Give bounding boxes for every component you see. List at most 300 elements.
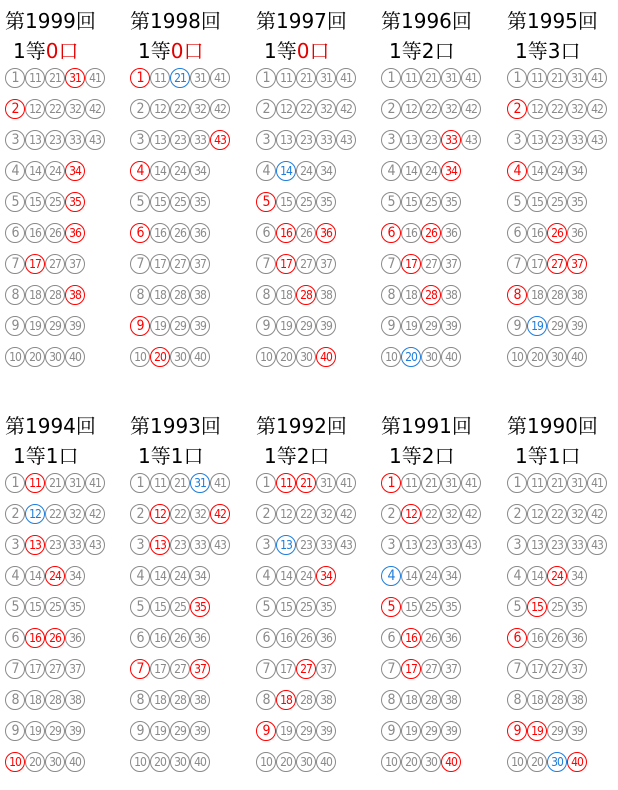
number-ball: 13 bbox=[150, 535, 170, 555]
number-ball: 9 bbox=[507, 316, 527, 336]
prize-label: 1等 bbox=[13, 39, 46, 63]
number-ball: 26 bbox=[45, 223, 65, 243]
number-ball: 12 bbox=[527, 99, 547, 119]
number-ball: 24 bbox=[547, 161, 567, 181]
number-ball: 28 bbox=[45, 690, 65, 710]
number-ball: 37 bbox=[65, 659, 85, 679]
number-ball: 7 bbox=[507, 254, 527, 274]
number-ball: 2 bbox=[507, 504, 527, 524]
number-ball: 6 bbox=[256, 628, 276, 648]
number-ball: 7 bbox=[5, 254, 25, 274]
number-ball: 11 bbox=[150, 68, 170, 88]
number-ball: 17 bbox=[25, 254, 45, 274]
number-ball: 42 bbox=[210, 99, 230, 119]
number-ball: 17 bbox=[276, 254, 296, 274]
number-ball: 21 bbox=[170, 68, 190, 88]
number-ball: 26 bbox=[45, 628, 65, 648]
number-ball: 40 bbox=[567, 347, 587, 367]
winner-count: 2 bbox=[421, 39, 435, 63]
number-ball: 6 bbox=[130, 223, 150, 243]
number-ball: 22 bbox=[170, 504, 190, 524]
number-ball: 11 bbox=[401, 473, 421, 493]
number-ball: 22 bbox=[296, 504, 316, 524]
number-ball: 30 bbox=[421, 752, 441, 772]
number-ball: 20 bbox=[401, 752, 421, 772]
number-ball: 26 bbox=[547, 223, 567, 243]
number-ball: 6 bbox=[130, 628, 150, 648]
prize-winners bbox=[515, 35, 580, 64]
number-ball: 19 bbox=[150, 721, 170, 741]
number-ball: 7 bbox=[381, 659, 401, 679]
number-ball: 24 bbox=[170, 161, 190, 181]
number-ball: 8 bbox=[381, 690, 401, 710]
number-ball: 25 bbox=[296, 597, 316, 617]
number-ball: 18 bbox=[527, 285, 547, 305]
number-ball: 40 bbox=[190, 752, 210, 772]
number-ball: 42 bbox=[85, 99, 105, 119]
number-ball: 30 bbox=[170, 752, 190, 772]
number-ball: 8 bbox=[381, 285, 401, 305]
number-ball: 20 bbox=[150, 347, 170, 367]
number-ball: 18 bbox=[150, 285, 170, 305]
number-ball: 13 bbox=[401, 130, 421, 150]
number-ball: 33 bbox=[441, 535, 461, 555]
number-ball: 4 bbox=[130, 566, 150, 586]
number-ball: 34 bbox=[441, 566, 461, 586]
winner-count: 1 bbox=[170, 444, 184, 468]
number-ball: 40 bbox=[65, 752, 85, 772]
number-ball: 36 bbox=[316, 223, 336, 243]
number-ball: 26 bbox=[170, 223, 190, 243]
number-ball: 23 bbox=[421, 535, 441, 555]
number-ball: 27 bbox=[296, 659, 316, 679]
number-ball: 27 bbox=[170, 659, 190, 679]
number-ball: 31 bbox=[190, 68, 210, 88]
number-ball: 41 bbox=[461, 68, 481, 88]
number-ball: 8 bbox=[130, 285, 150, 305]
number-ball: 5 bbox=[256, 597, 276, 617]
number-ball: 33 bbox=[316, 130, 336, 150]
draw-block bbox=[130, 405, 240, 790]
number-ball: 12 bbox=[276, 99, 296, 119]
number-ball: 15 bbox=[25, 192, 45, 212]
number-ball: 41 bbox=[85, 473, 105, 493]
number-ball: 13 bbox=[276, 535, 296, 555]
number-ball: 38 bbox=[190, 690, 210, 710]
number-ball: 14 bbox=[527, 566, 547, 586]
number-ball: 6 bbox=[507, 628, 527, 648]
number-ball: 31 bbox=[316, 68, 336, 88]
number-ball: 37 bbox=[316, 659, 336, 679]
number-ball: 14 bbox=[25, 566, 45, 586]
number-ball: 15 bbox=[527, 597, 547, 617]
number-ball: 37 bbox=[190, 254, 210, 274]
number-ball: 10 bbox=[5, 347, 25, 367]
number-ball: 23 bbox=[45, 535, 65, 555]
number-ball: 31 bbox=[65, 473, 85, 493]
number-ball: 19 bbox=[401, 721, 421, 741]
number-ball: 10 bbox=[507, 347, 527, 367]
number-ball: 33 bbox=[441, 130, 461, 150]
number-ball: 1 bbox=[130, 473, 150, 493]
number-ball: 41 bbox=[461, 473, 481, 493]
number-ball: 41 bbox=[336, 68, 356, 88]
number-ball: 1 bbox=[130, 68, 150, 88]
number-ball: 43 bbox=[587, 535, 607, 555]
number-ball: 37 bbox=[567, 254, 587, 274]
number-ball: 3 bbox=[5, 130, 25, 150]
number-ball: 21 bbox=[421, 473, 441, 493]
number-ball: 12 bbox=[276, 504, 296, 524]
number-ball: 12 bbox=[150, 504, 170, 524]
number-ball: 7 bbox=[130, 659, 150, 679]
number-ball: 5 bbox=[5, 597, 25, 617]
winner-count: 0 bbox=[45, 39, 59, 63]
number-ball: 4 bbox=[381, 161, 401, 181]
number-ball: 32 bbox=[316, 504, 336, 524]
prize-winners bbox=[515, 440, 580, 469]
number-ball: 35 bbox=[441, 597, 461, 617]
number-ball: 33 bbox=[190, 535, 210, 555]
number-ball: 42 bbox=[587, 504, 607, 524]
number-ball: 14 bbox=[150, 566, 170, 586]
number-ball: 43 bbox=[336, 130, 356, 150]
number-ball: 35 bbox=[567, 597, 587, 617]
number-ball: 5 bbox=[130, 192, 150, 212]
number-ball: 39 bbox=[567, 721, 587, 741]
number-ball: 38 bbox=[65, 690, 85, 710]
number-ball: 29 bbox=[45, 316, 65, 336]
winner-unit: 口 bbox=[560, 444, 581, 468]
number-ball: 33 bbox=[65, 535, 85, 555]
number-ball: 36 bbox=[316, 628, 336, 648]
number-ball: 32 bbox=[316, 99, 336, 119]
number-ball: 35 bbox=[190, 192, 210, 212]
number-ball: 16 bbox=[25, 223, 45, 243]
winner-unit: 口 bbox=[183, 444, 204, 468]
number-ball: 13 bbox=[25, 130, 45, 150]
number-ball: 34 bbox=[65, 161, 85, 181]
number-ball: 6 bbox=[381, 223, 401, 243]
number-ball: 39 bbox=[65, 721, 85, 741]
number-ball: 18 bbox=[25, 690, 45, 710]
number-ball: 14 bbox=[276, 161, 296, 181]
number-ball: 3 bbox=[507, 535, 527, 555]
number-ball: 10 bbox=[256, 347, 276, 367]
number-ball: 22 bbox=[45, 504, 65, 524]
number-ball: 10 bbox=[130, 752, 150, 772]
number-ball: 26 bbox=[170, 628, 190, 648]
number-ball: 8 bbox=[256, 285, 276, 305]
number-ball: 15 bbox=[150, 192, 170, 212]
number-ball: 12 bbox=[401, 99, 421, 119]
number-ball: 17 bbox=[150, 659, 170, 679]
draw-title: 第1990回 bbox=[507, 414, 598, 438]
number-ball: 34 bbox=[316, 161, 336, 181]
winner-count: 0 bbox=[170, 39, 184, 63]
number-ball: 33 bbox=[316, 535, 336, 555]
prize-winners bbox=[264, 35, 329, 64]
number-ball: 8 bbox=[507, 690, 527, 710]
number-ball: 25 bbox=[170, 192, 190, 212]
number-ball: 22 bbox=[170, 99, 190, 119]
number-ball: 38 bbox=[65, 285, 85, 305]
number-ball: 7 bbox=[130, 254, 150, 274]
number-ball: 9 bbox=[256, 316, 276, 336]
number-ball: 34 bbox=[190, 566, 210, 586]
draw-block bbox=[256, 0, 366, 385]
number-ball: 18 bbox=[150, 690, 170, 710]
number-ball: 6 bbox=[5, 628, 25, 648]
number-ball: 38 bbox=[190, 285, 210, 305]
number-ball: 8 bbox=[256, 690, 276, 710]
number-ball: 7 bbox=[256, 659, 276, 679]
number-ball: 1 bbox=[381, 473, 401, 493]
prize-label: 1等 bbox=[515, 39, 548, 63]
number-ball: 21 bbox=[421, 68, 441, 88]
draw-block bbox=[507, 405, 617, 790]
number-ball: 30 bbox=[296, 752, 316, 772]
number-ball: 42 bbox=[461, 504, 481, 524]
number-ball: 22 bbox=[296, 99, 316, 119]
number-ball: 39 bbox=[190, 721, 210, 741]
number-ball: 36 bbox=[567, 628, 587, 648]
number-ball: 30 bbox=[296, 347, 316, 367]
number-ball: 38 bbox=[441, 690, 461, 710]
number-ball: 7 bbox=[507, 659, 527, 679]
number-ball: 37 bbox=[65, 254, 85, 274]
number-ball: 21 bbox=[45, 473, 65, 493]
prize-winners bbox=[138, 440, 203, 469]
number-ball: 32 bbox=[190, 504, 210, 524]
number-ball: 3 bbox=[256, 535, 276, 555]
number-ball: 13 bbox=[401, 535, 421, 555]
number-ball: 9 bbox=[256, 721, 276, 741]
number-ball: 23 bbox=[170, 535, 190, 555]
number-ball: 36 bbox=[441, 628, 461, 648]
draw-title: 第1991回 bbox=[381, 414, 472, 438]
number-ball: 29 bbox=[421, 316, 441, 336]
number-ball: 17 bbox=[150, 254, 170, 274]
number-ball: 34 bbox=[567, 161, 587, 181]
number-ball: 25 bbox=[45, 597, 65, 617]
number-ball: 11 bbox=[276, 68, 296, 88]
number-ball: 36 bbox=[441, 223, 461, 243]
number-ball: 26 bbox=[296, 223, 316, 243]
number-ball: 43 bbox=[587, 130, 607, 150]
number-ball: 1 bbox=[5, 68, 25, 88]
number-ball: 5 bbox=[381, 192, 401, 212]
number-ball: 17 bbox=[527, 659, 547, 679]
number-ball: 16 bbox=[276, 628, 296, 648]
number-ball: 5 bbox=[507, 192, 527, 212]
number-ball: 20 bbox=[527, 347, 547, 367]
number-ball: 8 bbox=[507, 285, 527, 305]
number-ball: 6 bbox=[507, 223, 527, 243]
number-ball: 13 bbox=[527, 535, 547, 555]
winner-unit: 口 bbox=[58, 39, 79, 63]
number-ball: 20 bbox=[276, 752, 296, 772]
number-ball: 11 bbox=[25, 473, 45, 493]
number-ball: 10 bbox=[256, 752, 276, 772]
number-ball: 14 bbox=[401, 566, 421, 586]
number-ball: 28 bbox=[547, 690, 567, 710]
number-ball: 7 bbox=[381, 254, 401, 274]
number-ball: 40 bbox=[65, 347, 85, 367]
number-ball: 42 bbox=[461, 99, 481, 119]
draw-title: 第1996回 bbox=[381, 9, 472, 33]
number-ball: 4 bbox=[507, 566, 527, 586]
number-ball: 1 bbox=[256, 68, 276, 88]
winner-unit: 口 bbox=[309, 444, 330, 468]
number-ball: 26 bbox=[547, 628, 567, 648]
number-ball: 7 bbox=[256, 254, 276, 274]
prize-winners bbox=[389, 440, 454, 469]
draw-title: 第1997回 bbox=[256, 9, 347, 33]
number-ball: 38 bbox=[316, 690, 336, 710]
number-ball: 27 bbox=[45, 659, 65, 679]
number-ball: 42 bbox=[85, 504, 105, 524]
number-ball: 15 bbox=[276, 192, 296, 212]
number-ball: 14 bbox=[25, 161, 45, 181]
number-ball: 37 bbox=[190, 659, 210, 679]
number-ball: 30 bbox=[170, 347, 190, 367]
number-ball: 6 bbox=[381, 628, 401, 648]
number-ball: 40 bbox=[316, 347, 336, 367]
number-ball: 11 bbox=[25, 68, 45, 88]
number-ball: 6 bbox=[5, 223, 25, 243]
number-ball: 42 bbox=[336, 99, 356, 119]
number-ball: 19 bbox=[25, 721, 45, 741]
number-ball: 11 bbox=[150, 473, 170, 493]
number-ball: 41 bbox=[210, 473, 230, 493]
number-ball: 14 bbox=[276, 566, 296, 586]
prize-winners bbox=[13, 35, 78, 64]
number-ball: 31 bbox=[567, 68, 587, 88]
number-ball: 18 bbox=[276, 690, 296, 710]
number-ball: 8 bbox=[130, 690, 150, 710]
number-ball: 27 bbox=[170, 254, 190, 274]
number-ball: 37 bbox=[567, 659, 587, 679]
number-ball: 2 bbox=[381, 99, 401, 119]
number-ball: 30 bbox=[45, 347, 65, 367]
number-ball: 5 bbox=[381, 597, 401, 617]
number-ball: 34 bbox=[316, 566, 336, 586]
number-ball: 35 bbox=[190, 597, 210, 617]
number-ball: 24 bbox=[421, 566, 441, 586]
number-ball: 18 bbox=[25, 285, 45, 305]
number-ball: 15 bbox=[25, 597, 45, 617]
number-ball: 19 bbox=[276, 316, 296, 336]
number-ball: 24 bbox=[170, 566, 190, 586]
prize-label: 1等 bbox=[264, 39, 297, 63]
number-ball: 40 bbox=[441, 347, 461, 367]
number-ball: 16 bbox=[150, 628, 170, 648]
number-ball: 36 bbox=[190, 628, 210, 648]
number-ball: 34 bbox=[65, 566, 85, 586]
prize-label: 1等 bbox=[138, 444, 171, 468]
number-ball: 41 bbox=[587, 473, 607, 493]
number-ball: 19 bbox=[25, 316, 45, 336]
number-ball: 16 bbox=[25, 628, 45, 648]
prize-winners bbox=[13, 440, 78, 469]
number-ball: 34 bbox=[567, 566, 587, 586]
number-ball: 2 bbox=[507, 99, 527, 119]
number-ball: 1 bbox=[507, 68, 527, 88]
number-ball: 13 bbox=[276, 130, 296, 150]
number-ball: 39 bbox=[190, 316, 210, 336]
number-ball: 16 bbox=[150, 223, 170, 243]
number-ball: 19 bbox=[150, 316, 170, 336]
number-ball: 18 bbox=[401, 690, 421, 710]
winner-count: 1 bbox=[45, 444, 59, 468]
number-ball: 35 bbox=[316, 192, 336, 212]
number-ball: 9 bbox=[5, 721, 25, 741]
number-ball: 2 bbox=[5, 504, 25, 524]
number-ball: 29 bbox=[547, 316, 567, 336]
number-ball: 22 bbox=[547, 99, 567, 119]
draw-title: 第1999回 bbox=[5, 9, 96, 33]
number-ball: 40 bbox=[316, 752, 336, 772]
number-ball: 21 bbox=[547, 473, 567, 493]
number-ball: 27 bbox=[45, 254, 65, 274]
number-ball: 27 bbox=[296, 254, 316, 274]
number-ball: 31 bbox=[65, 68, 85, 88]
number-ball: 26 bbox=[421, 223, 441, 243]
number-ball: 43 bbox=[210, 535, 230, 555]
draw-block bbox=[256, 405, 366, 790]
number-ball: 4 bbox=[507, 161, 527, 181]
winner-unit: 口 bbox=[58, 444, 79, 468]
number-ball: 32 bbox=[441, 504, 461, 524]
number-ball: 34 bbox=[190, 161, 210, 181]
number-ball: 18 bbox=[401, 285, 421, 305]
number-ball: 25 bbox=[421, 597, 441, 617]
number-ball: 29 bbox=[45, 721, 65, 741]
winner-count: 3 bbox=[547, 39, 561, 63]
number-ball: 25 bbox=[296, 192, 316, 212]
number-ball: 36 bbox=[190, 223, 210, 243]
number-ball: 26 bbox=[421, 628, 441, 648]
number-ball: 15 bbox=[527, 192, 547, 212]
draw-block bbox=[130, 0, 240, 385]
number-ball: 31 bbox=[441, 68, 461, 88]
number-ball: 29 bbox=[296, 316, 316, 336]
number-ball: 24 bbox=[421, 161, 441, 181]
prize-label: 1等 bbox=[264, 444, 297, 468]
prize-label: 1等 bbox=[389, 444, 422, 468]
number-ball: 10 bbox=[381, 752, 401, 772]
number-ball: 22 bbox=[421, 504, 441, 524]
number-ball: 29 bbox=[421, 721, 441, 741]
number-ball: 6 bbox=[256, 223, 276, 243]
draw-title: 第1993回 bbox=[130, 414, 221, 438]
number-ball: 43 bbox=[85, 130, 105, 150]
number-ball: 2 bbox=[130, 99, 150, 119]
number-ball: 23 bbox=[45, 130, 65, 150]
number-ball: 28 bbox=[421, 285, 441, 305]
number-ball: 1 bbox=[507, 473, 527, 493]
number-ball: 31 bbox=[441, 473, 461, 493]
number-ball: 3 bbox=[381, 535, 401, 555]
number-ball: 15 bbox=[401, 597, 421, 617]
prize-winners bbox=[264, 440, 329, 469]
number-ball: 43 bbox=[210, 130, 230, 150]
number-ball: 2 bbox=[256, 99, 276, 119]
number-ball: 25 bbox=[170, 597, 190, 617]
number-ball: 16 bbox=[527, 628, 547, 648]
prize-label: 1等 bbox=[515, 444, 548, 468]
